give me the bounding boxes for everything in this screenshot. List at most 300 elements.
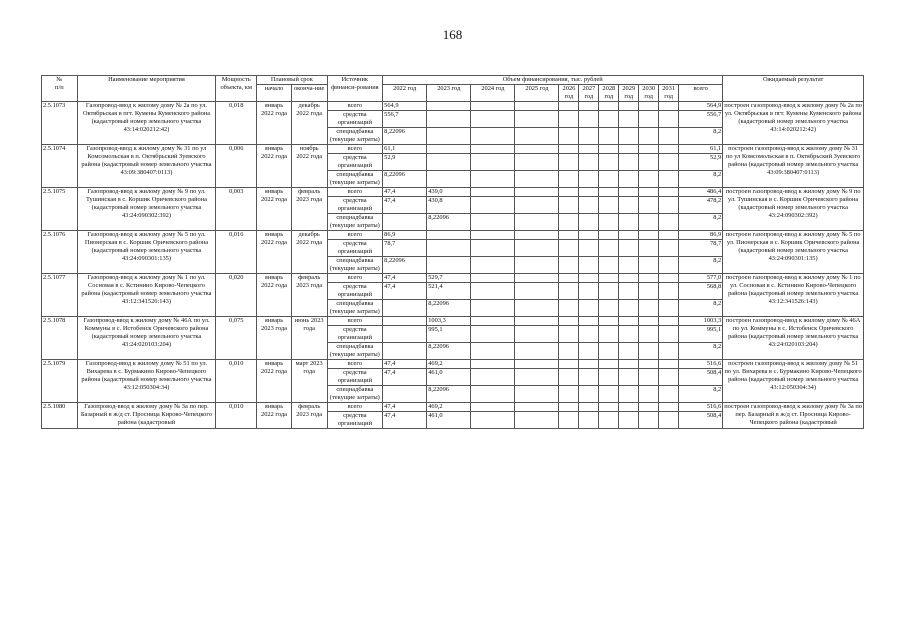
value-empty [579, 274, 599, 283]
row-source: спецнадбавка (текущие затраты) [327, 386, 383, 403]
value-empty [639, 102, 659, 111]
value-empty [515, 300, 559, 317]
value-empty [639, 274, 659, 283]
value-empty [559, 300, 579, 317]
value-2022 [383, 300, 427, 317]
header-funding: Объем финансирования, тыс. рублей [383, 76, 723, 85]
value-2023 [427, 154, 471, 171]
value-empty [639, 240, 659, 257]
value-empty [559, 343, 579, 360]
value-empty [659, 154, 679, 171]
header-term-end: оконча-ние [291, 85, 327, 102]
row-start: январь 2022 года [257, 360, 292, 403]
value-empty [515, 369, 559, 386]
row-capacity: 0,003 [216, 188, 257, 231]
row-source: спецнадбавка (текущие затраты) [327, 343, 383, 360]
value-empty [471, 317, 515, 326]
value-empty [559, 386, 579, 403]
value-2023: 439,0 [427, 188, 471, 197]
value-empty [659, 403, 679, 412]
value-total: 8,2 [679, 171, 723, 188]
header-name: Наименование мероприятия [77, 76, 216, 102]
value-empty [659, 274, 679, 283]
value-empty [471, 326, 515, 343]
value-empty [639, 171, 659, 188]
row-end: февраль 2023 года [291, 274, 327, 317]
value-empty [579, 257, 599, 274]
header-year: 2023 год [427, 85, 471, 102]
value-empty [619, 317, 639, 326]
value-empty [659, 171, 679, 188]
value-2023: 8,22096 [427, 214, 471, 231]
value-empty [639, 283, 659, 300]
value-empty [515, 343, 559, 360]
value-empty [619, 128, 639, 145]
value-empty [599, 412, 619, 429]
value-2022 [383, 317, 427, 326]
value-empty [579, 386, 599, 403]
value-empty [639, 317, 659, 326]
row-end: февраль 2023 года [291, 403, 327, 429]
row-start: январь 2022 года [257, 403, 292, 429]
value-2023 [427, 111, 471, 128]
value-total: 8,2 [679, 386, 723, 403]
header-year: 2031 год [659, 85, 679, 102]
value-empty [471, 386, 515, 403]
header-term-start: начало [257, 85, 292, 102]
value-empty [515, 154, 559, 171]
value-empty [515, 240, 559, 257]
value-empty [579, 145, 599, 154]
value-2023: 995,1 [427, 326, 471, 343]
row-start: январь 2022 года [257, 188, 292, 231]
value-empty [659, 197, 679, 214]
header-num [42, 76, 78, 102]
value-2022: 47,4 [383, 369, 427, 386]
value-empty [471, 188, 515, 197]
row-capacity: 0,010 [216, 360, 257, 403]
value-empty [619, 214, 639, 231]
value-total: 995,1 [679, 326, 723, 343]
value-2022: 8,22096 [383, 128, 427, 145]
row-source: средства организаций [327, 154, 383, 171]
row-name: Газопровод-ввод к жилому дому № 3а по пер. Базарный в ж/д ст. Просница Кирово-Чепецкого района (кадастровый [77, 403, 216, 429]
value-empty [659, 343, 679, 360]
value-empty [515, 111, 559, 128]
row-source: средства организаций [327, 326, 383, 343]
value-empty [659, 257, 679, 274]
row-source: спецнадбавка (текущие затраты) [327, 214, 383, 231]
value-empty [559, 326, 579, 343]
value-total: 516,6 [679, 360, 723, 369]
value-empty [599, 231, 619, 240]
header-term: Плановый срок [257, 76, 327, 85]
value-empty [639, 231, 659, 240]
value-total: 8,2 [679, 300, 723, 317]
value-empty [559, 214, 579, 231]
value-empty [471, 274, 515, 283]
value-empty [599, 240, 619, 257]
value-empty [559, 360, 579, 369]
header-year: 2022 год [383, 85, 427, 102]
value-total: 52,9 [679, 154, 723, 171]
table-row [42, 231, 864, 240]
value-empty [619, 257, 639, 274]
row-source: всего [327, 102, 383, 111]
value-empty [619, 188, 639, 197]
table-row [42, 145, 864, 154]
value-empty [471, 128, 515, 145]
value-total: 516,6 [679, 403, 723, 412]
value-empty [659, 145, 679, 154]
value-empty [579, 326, 599, 343]
value-2023 [427, 240, 471, 257]
value-2023 [427, 145, 471, 154]
value-2023: 461,0 [427, 369, 471, 386]
value-empty [659, 386, 679, 403]
value-empty [515, 412, 559, 429]
header-total: всего [679, 85, 723, 102]
table-row [42, 403, 864, 412]
value-empty [559, 317, 579, 326]
value-empty [471, 283, 515, 300]
value-empty [471, 257, 515, 274]
value-total: 564,9 [679, 102, 723, 111]
header-year: 2029 год [619, 85, 639, 102]
value-empty [579, 403, 599, 412]
row-source: средства организаций [327, 369, 383, 386]
value-empty [579, 188, 599, 197]
row-end: декабрь 2022 года [291, 102, 327, 145]
value-empty [579, 231, 599, 240]
value-empty [599, 128, 619, 145]
row-result: построен газопровод-ввод к жилому дому № 9 по ул. Тушинская в с. Коршик Оричевского района (кадастровый номер земельного участка 43:24:090302:392) [723, 188, 864, 231]
value-2023: 1003,3 [427, 317, 471, 326]
value-empty [515, 317, 559, 326]
value-total: 8,2 [679, 214, 723, 231]
value-total: 86,9 [679, 231, 723, 240]
value-empty [471, 171, 515, 188]
value-empty [599, 154, 619, 171]
value-total: 478,2 [679, 197, 723, 214]
value-empty [619, 386, 639, 403]
value-empty [599, 274, 619, 283]
value-total: 556,7 [679, 111, 723, 128]
value-empty [559, 128, 579, 145]
value-empty [579, 111, 599, 128]
value-empty [471, 197, 515, 214]
header-source: Источник финанси-рования [327, 76, 383, 102]
value-empty [659, 128, 679, 145]
value-empty [599, 403, 619, 412]
value-empty [471, 102, 515, 111]
value-empty [619, 154, 639, 171]
value-total: 8,2 [679, 343, 723, 360]
value-empty [639, 326, 659, 343]
value-empty [579, 128, 599, 145]
value-empty [639, 300, 659, 317]
value-empty [559, 240, 579, 257]
row-end: февраль 2023 года [291, 188, 327, 231]
value-empty [639, 154, 659, 171]
value-empty [619, 102, 639, 111]
value-empty [659, 188, 679, 197]
row-source: средства организаций [327, 283, 383, 300]
value-empty [639, 128, 659, 145]
value-empty [619, 274, 639, 283]
table-row [42, 317, 864, 326]
value-2023: 469,2 [427, 360, 471, 369]
header-capacity: Мощность объекта, км [216, 76, 257, 102]
value-empty [559, 171, 579, 188]
value-empty [515, 283, 559, 300]
value-empty [471, 369, 515, 386]
value-empty [659, 240, 679, 257]
value-empty [471, 300, 515, 317]
value-2022: 8,22096 [383, 171, 427, 188]
value-empty [579, 197, 599, 214]
value-total: 8,2 [679, 128, 723, 145]
value-2023: 529,7 [427, 274, 471, 283]
row-source: всего [327, 317, 383, 326]
row-num: 2.5.1076 [42, 231, 78, 274]
value-2023 [427, 257, 471, 274]
value-empty [639, 197, 659, 214]
value-empty [559, 197, 579, 214]
header-year: 2028 год [599, 85, 619, 102]
value-empty [515, 326, 559, 343]
row-source: средства организаций [327, 111, 383, 128]
row-num: 2.5.1074 [42, 145, 78, 188]
row-name: Газопровод-ввод к жилому дому № 46А по ул. Коммуны в с. Истобенск Оричевского района (кадастровый номер земельного участка 43:24:020103:204) [77, 317, 216, 360]
value-empty [579, 283, 599, 300]
value-empty [659, 231, 679, 240]
value-total: 1003,3 [679, 317, 723, 326]
value-empty [619, 343, 639, 360]
value-empty [619, 111, 639, 128]
value-2023: 430,8 [427, 197, 471, 214]
value-empty [515, 403, 559, 412]
row-source: спецнадбавка (текущие затраты) [327, 171, 383, 188]
value-empty [619, 300, 639, 317]
value-2023: 521,4 [427, 283, 471, 300]
value-empty [579, 102, 599, 111]
value-empty [515, 274, 559, 283]
value-empty [599, 197, 619, 214]
value-empty [471, 412, 515, 429]
row-source: средства организаций [327, 412, 383, 429]
value-empty [639, 412, 659, 429]
value-empty [619, 145, 639, 154]
header-year: 2026 год [559, 85, 579, 102]
row-num: 2.5.1075 [42, 188, 78, 231]
value-empty [619, 240, 639, 257]
row-source: спецнадбавка (текущие затраты) [327, 257, 383, 274]
row-end: ноябрь 2022 года [291, 145, 327, 188]
row-capacity: 0,018 [216, 102, 257, 145]
value-empty [639, 386, 659, 403]
value-empty [599, 102, 619, 111]
value-2023: 8,22096 [427, 343, 471, 360]
row-source: всего [327, 403, 383, 412]
value-empty [471, 231, 515, 240]
value-empty [559, 257, 579, 274]
value-empty [639, 369, 659, 386]
value-2022 [383, 386, 427, 403]
row-name: Газопровод-ввод к жилому дому № 31 по ул Комсомольская в п. Октябрьский Зуевского района (кадастровый номер земельного участка 43:09:380407:0113) [77, 145, 216, 188]
header-num-text: № п/п [55, 76, 64, 91]
value-2023 [427, 171, 471, 188]
value-2022: 86,9 [383, 231, 427, 240]
table-header [42, 76, 864, 102]
value-empty [559, 154, 579, 171]
value-empty [579, 369, 599, 386]
value-empty [659, 360, 679, 369]
value-empty [515, 145, 559, 154]
value-empty [619, 283, 639, 300]
value-2022: 78,7 [383, 240, 427, 257]
value-empty [559, 102, 579, 111]
value-empty [515, 197, 559, 214]
row-num: 2.5.1079 [42, 360, 78, 403]
value-empty [471, 154, 515, 171]
row-source: средства организаций [327, 240, 383, 257]
header-year: 2024 год [471, 85, 515, 102]
row-start: январь 2022 года [257, 145, 292, 188]
value-2022: 61,1 [383, 145, 427, 154]
row-name: Газопровод-ввод к жилому дому № 2а по ул. Октябрьская в пгт. Кумены Куменского района (кадастровый номер земельного участка 43:14:020212:42) [77, 102, 216, 145]
row-num: 2.5.1078 [42, 317, 78, 360]
value-empty [639, 111, 659, 128]
value-empty [579, 154, 599, 171]
value-empty [599, 145, 619, 154]
row-end: декабрь 2022 года [291, 231, 327, 274]
value-empty [515, 102, 559, 111]
value-empty [639, 188, 659, 197]
table-row [42, 274, 864, 283]
row-start: январь 2023 года [257, 317, 292, 360]
value-2022 [383, 343, 427, 360]
row-source: спецнадбавка (текущие затраты) [327, 300, 383, 317]
page-number: 168 [442, 27, 463, 42]
value-empty [599, 111, 619, 128]
value-2022: 556,7 [383, 111, 427, 128]
value-empty [659, 102, 679, 111]
value-empty [639, 360, 659, 369]
table-row [42, 188, 864, 197]
value-empty [619, 403, 639, 412]
table-body [42, 102, 864, 429]
row-name: Газопровод-ввод к жилому дому № 5 по ул. Пионерская в с. Коршик Оричевского района (кадастровый номер земельного участка 43:24:090301:135) [77, 231, 216, 274]
value-total: 8,2 [679, 257, 723, 274]
value-empty [559, 403, 579, 412]
row-result: построен газопровод-ввод к жилому дому № 3а по пер. Базарный в ж/д ст. Просница Кирово-Чепецкого района (кадастровый [723, 403, 864, 429]
value-empty [559, 412, 579, 429]
value-2022: 47,4 [383, 274, 427, 283]
row-result: построен газопровод-ввод к жилому дому № 51 по ул. Вихарева в с. Бурмакино Кирово-Чепецкого района (кадастровый номер земельного участка 43:12:050304:34) [723, 360, 864, 403]
row-source: средства организаций [327, 197, 383, 214]
value-empty [659, 111, 679, 128]
row-start: январь 2022 года [257, 274, 292, 317]
header-year: 2027 год [579, 85, 599, 102]
value-empty [471, 145, 515, 154]
value-empty [515, 214, 559, 231]
value-empty [515, 188, 559, 197]
value-2022: 47,4 [383, 412, 427, 429]
row-result: построен газопровод-ввод к жилому дому № 31 по ул Комсомольская в п. Октябрьский Зуевского района (кадастровый номер земельного участка 43:09:380407:0113) [723, 145, 864, 188]
row-num: 2.5.1073 [42, 102, 78, 145]
row-result: построен газопровод-ввод к жилому дому № 2а по ул. Октябрьская в пгт. Кумены Куменского района (кадастровый номер земельного участка 43:14:020212:42) [723, 102, 864, 145]
value-empty [619, 231, 639, 240]
row-source: всего [327, 274, 383, 283]
value-2022: 47,4 [383, 188, 427, 197]
value-empty [579, 317, 599, 326]
value-empty [515, 171, 559, 188]
value-2023 [427, 102, 471, 111]
value-empty [559, 369, 579, 386]
table-row [42, 102, 864, 111]
row-capacity: 0,075 [216, 317, 257, 360]
value-total: 508,4 [679, 369, 723, 386]
value-empty [599, 360, 619, 369]
value-total: 577,0 [679, 274, 723, 283]
row-source: всего [327, 231, 383, 240]
value-empty [559, 111, 579, 128]
value-2023 [427, 128, 471, 145]
value-empty [599, 326, 619, 343]
value-empty [619, 326, 639, 343]
row-source: всего [327, 188, 383, 197]
value-2023: 8,22096 [427, 300, 471, 317]
value-empty [639, 145, 659, 154]
value-empty [619, 369, 639, 386]
value-empty [619, 360, 639, 369]
value-empty [659, 300, 679, 317]
row-capacity: 0,010 [216, 403, 257, 429]
value-empty [599, 343, 619, 360]
value-empty [471, 343, 515, 360]
value-empty [659, 326, 679, 343]
value-empty [579, 412, 599, 429]
value-total: 61,1 [679, 145, 723, 154]
value-2023: 469,2 [427, 403, 471, 412]
value-2023: 8,22096 [427, 386, 471, 403]
value-2022: 47,4 [383, 360, 427, 369]
header-result: Ожидаемый результат [723, 76, 864, 102]
row-start: январь 2022 года [257, 102, 292, 145]
value-empty [659, 369, 679, 386]
row-name: Газопровод-ввод к жилому дому № 51 по ул. Вихарева в с. Бурмакино Кирово-Чепецкого района (кадастровый номер земельного участка 43:12:050304:34) [77, 360, 216, 403]
value-empty [639, 257, 659, 274]
value-empty [559, 274, 579, 283]
value-2022: 564,9 [383, 102, 427, 111]
value-empty [515, 231, 559, 240]
value-empty [599, 283, 619, 300]
value-total: 508,4 [679, 412, 723, 429]
value-empty [579, 214, 599, 231]
value-2022 [383, 326, 427, 343]
row-num: 2.5.1080 [42, 403, 78, 429]
value-2022: 8,22096 [383, 257, 427, 274]
value-2022: 47,4 [383, 283, 427, 300]
row-source: всего [327, 145, 383, 154]
value-empty [579, 360, 599, 369]
row-result: построен газопровод-ввод к жилому дому № 5 по ул. Пионерская в с. Коршик Оричевского района (кадастровый номер земельного участка 43:24:090301:135) [723, 231, 864, 274]
row-result: построен газопровод-ввод к жилому дому № 46А по ул. Коммуны в с. Истобенск Оричевского района (кадастровый номер земельного участка 43:24:020103:204) [723, 317, 864, 360]
value-empty [559, 145, 579, 154]
value-empty [599, 386, 619, 403]
value-empty [515, 386, 559, 403]
